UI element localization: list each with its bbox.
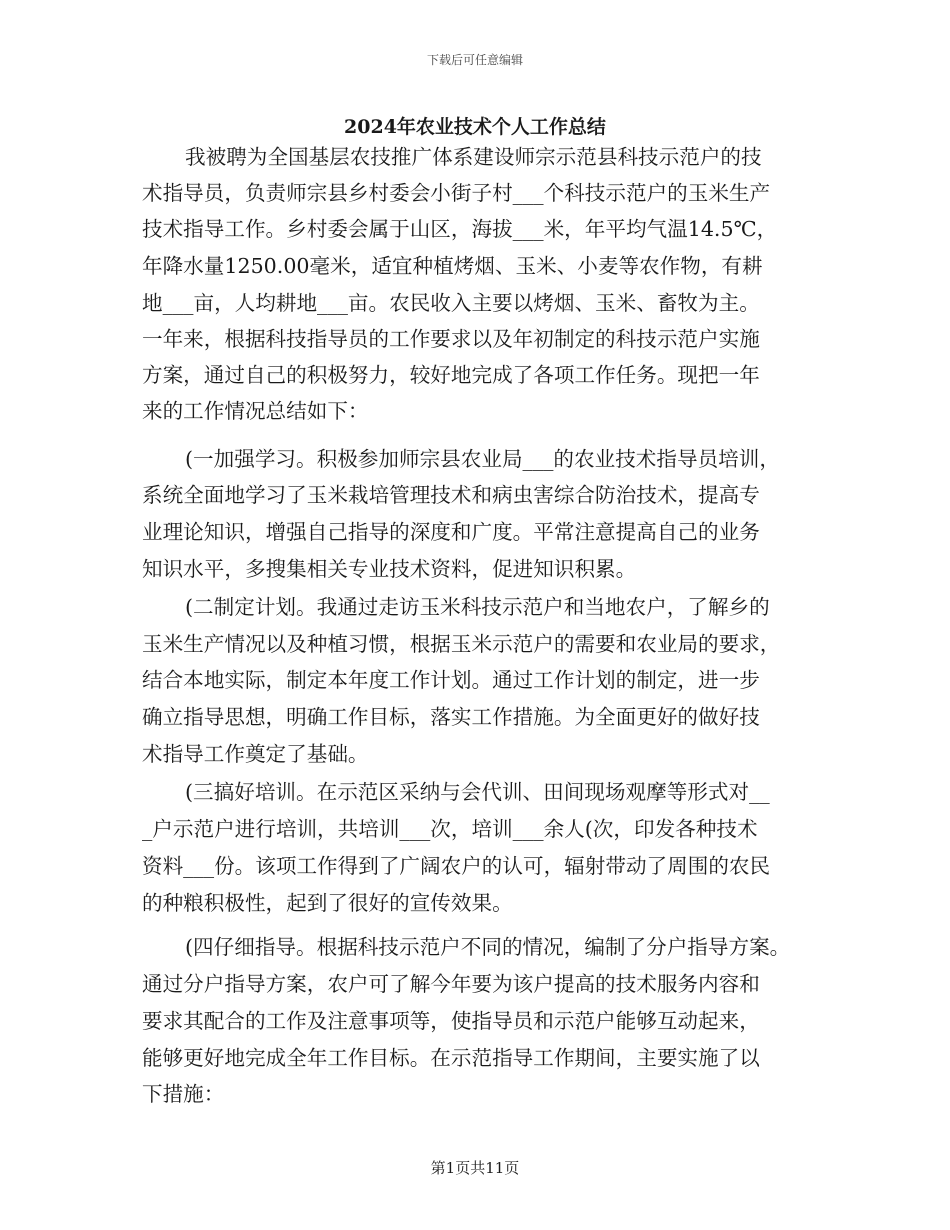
body-line: 系统全面地学习了玉米栽培管理技术和病虫害综合防治技术，提高专: [142, 483, 760, 507]
body-line: (一加强学习。积极参加师宗县农业局___的农业技术指导员培训，: [185, 447, 780, 471]
body-line: _户示范户进行培训，共培训___次，培训___余人(次，印发各种技术: [142, 817, 758, 841]
body-line: 能够更好地完成全年工作目标。在示范指导工作期间，主要实施了以: [142, 1046, 760, 1070]
header-note: 下载后可任意编辑: [426, 53, 523, 67]
body-line: (四仔细指导。根据科技示范户不同的情况，编制了分户指导方案。: [185, 935, 791, 959]
body-line: 下措施：: [142, 1082, 225, 1106]
body-line: 来的工作情况总结如下：: [142, 399, 369, 423]
body-line: 年降水量1250.00毫米，适宜种植烤烟、玉米、小麦等农作物，有耕: [142, 254, 763, 278]
body-line: (二制定计划。我通过走访玉米科技示范户和当地农户，了解乡的: [185, 595, 770, 619]
body-line: 技术指导工作。乡村委会属于山区，海拔___米，年平均气温14.5℃，: [142, 217, 778, 241]
body-line: 玉米生产情况以及种植习惯，根据玉米示范户的需要和农业局的要求，: [142, 632, 781, 656]
body-line: 知识水平，多搜集相关专业技术资料，促进知识积累。: [142, 557, 637, 581]
body-line: 一年来，根据科技指导员的工作要求以及年初制定的科技示范户实施: [142, 327, 760, 351]
body-line: (三搞好培训。在示范区采纳与会代训、田间现场观摩等形式对__: [185, 780, 770, 804]
page-number: 第1页共11页: [430, 1159, 520, 1177]
body-line: 确立指导思想，明确工作目标，落实工作措施。为全面更好的做好技: [142, 705, 760, 729]
body-line: 的种粮积极性，起到了很好的宣传效果。: [142, 891, 513, 915]
body-line: 通过分户指导方案，农户可了解今年要为该户提高的技术服务内容和: [142, 972, 760, 996]
body-line: 方案，通过自己的积极努力，较好地完成了各项工作任务。现把一年: [142, 363, 760, 387]
body-line: 要求其配合的工作及注意事项等，使指导员和示范户能够互动起来，: [142, 1009, 760, 1033]
body-line: 我被聘为全国基层农技推广体系建设师宗示范县科技示范户的技: [185, 145, 762, 169]
body-line: 术指导工作奠定了基础。: [142, 742, 369, 766]
body-line: 结合本地实际，制定本年度工作计划。通过工作计划的制定，进一步: [142, 668, 760, 692]
body-line: 术指导员，负责师宗县乡村委会小街子村___个科技示范户的玉米生产: [142, 181, 771, 205]
body-line: 地___亩，人均耕地___亩。农民收入主要以烤烟、玉米、畜牧为主。: [142, 291, 760, 315]
body-line: 业理论知识，增强自己指导的深度和广度。平常注意提高自己的业务: [142, 520, 760, 544]
body-line: 资料___份。该项工作得到了广阔农户的认可，辐射带动了周围的农民: [142, 854, 771, 878]
document-title: 2024年农业技术个人工作总结: [344, 116, 606, 138]
